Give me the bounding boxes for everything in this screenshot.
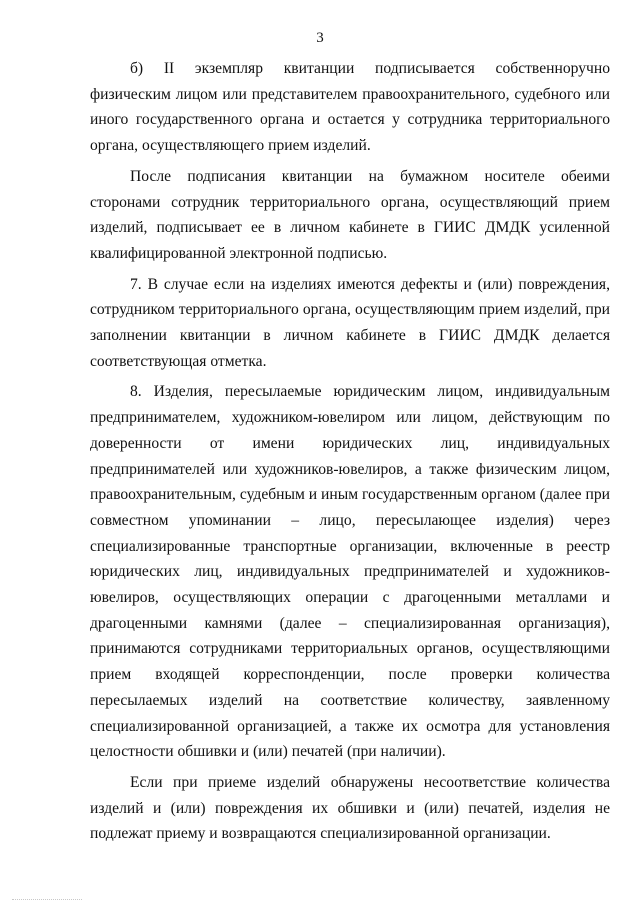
document-body (90, 56, 610, 847)
paragraph-mismatch-return: Если при приеме изделий обнаружены несоответствие количества изделий и (или) повреждения их обшивки и (или) печатей, изделия не подлежат приему и возвращаются специализированной организации. (90, 773, 610, 843)
scan-artifact-line (12, 896, 82, 900)
paragraph-item-7-defects: 7. В случае если на изделиях имеются дефекты и (или) повреждения, сотрудником территориального органа, осуществляющим прием изделий, при заполнении квитанции в личном кабинете в ГИИС ДМДК делается соответствующая отметка. (90, 275, 610, 370)
paragraph-receipt-signing: После подписания квитанции на бумажном носителе обеими сторонами сотрудник территориального органа, осуществляющий прием изделий, подписывает ее в личном кабинете в ГИИС ДМДК усиленной квалифицированной электронной подписью. (90, 167, 610, 262)
paragraph-item-8-shipped-items: 8. Изделия, пересылаемые юридическим лицом, индивидуальным предпринимателем, художником-ювелиром или лицом, действующим по доверенности от имени юридических лиц, индивидуальных предпринимателей или художников-ювелиров, а также физическим лицом, правоохранительным, судебным и иным государственным органом (далее при совместном упоминании – лицо, пересылающее изделия) через специализированные транспортные организации, включенные в реестр юридических лиц, индивидуальных предпринимателей и художников-ювелиров, осуществляющих операции с драгоценными металлами и драгоценными камнями (далее – специализированная организация), принимаются сотрудниками территориальных органов, осуществляющими прием входящей корреспонденции, после проверки количества пересылаемых изделий на соответствие количеству, заявленному специализированной организацией, а также их осмотра для установления целостности обшивки и (или) печатей (при наличии). (90, 383, 610, 761)
paragraph-receipt-copy-2: б) II экземпляр квитанции подписывается собственноручно физическим лицом или представителем правоохранительного, судебного или иного государственного органа и остается у сотрудника территориального органа, осуществляющего прием изделий. (90, 60, 610, 155)
page-number: 3 (316, 30, 324, 46)
